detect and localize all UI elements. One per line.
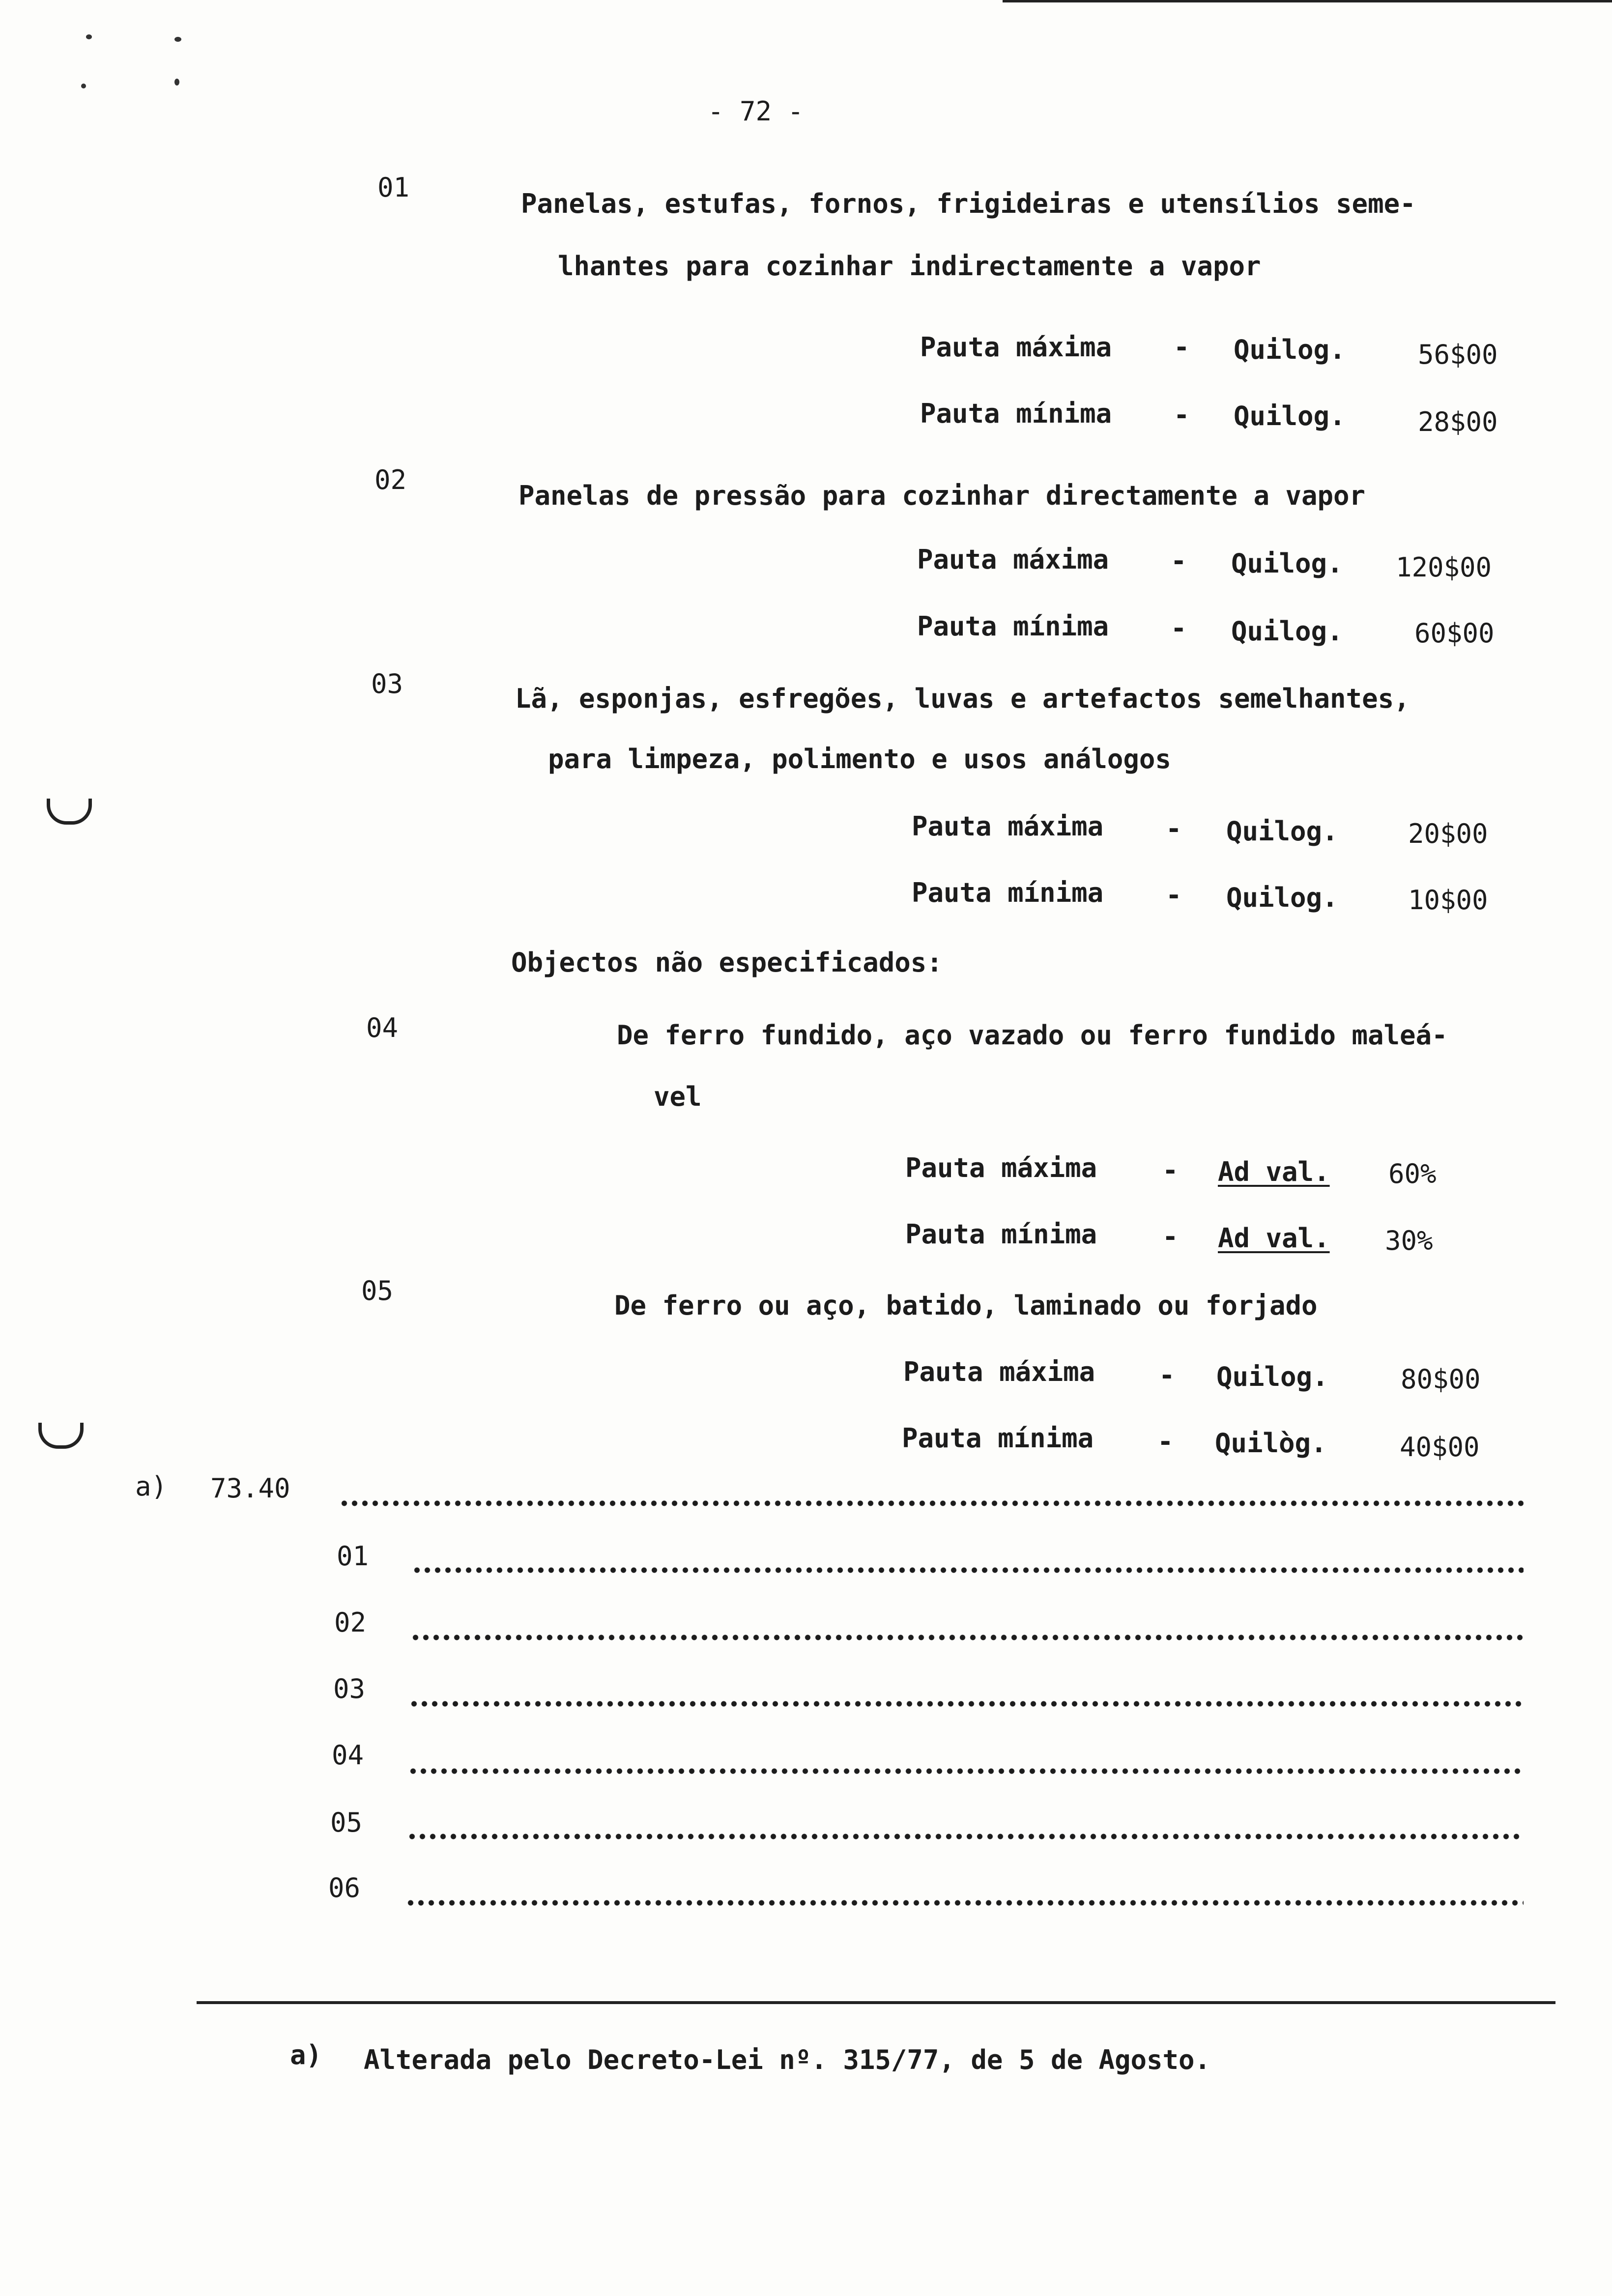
rate-unit: Quilog. [1231,616,1343,647]
rate-unit: Quilog. [1231,548,1343,579]
item-description-continued: vel [654,1081,702,1112]
max-rate-label: Pauta máxima [905,1152,1097,1183]
min-rate-label: Pauta mínima [905,1219,1097,1250]
max-rate-label: Pauta máxima [903,1356,1095,1387]
rate-unit: Quilog. [1234,401,1346,431]
item-description-continued: para limpeza, polimento e usos análogos [548,744,1171,775]
max-rate-label: Pauta máxima [920,332,1112,363]
dot-leader [409,1700,1524,1707]
min-rate-label: Pauta mínima [920,398,1112,429]
rate-value: 40$00 [1400,1432,1480,1463]
rate-value: 56$00 [1418,339,1498,370]
max-rate-label: Pauta máxima [917,544,1109,575]
section-note-marker: a) [135,1471,168,1502]
min-rate-label: Pauta mínima [902,1423,1094,1454]
section-line-code: 06 [328,1872,361,1903]
min-rate-label: Pauta mínima [912,877,1104,908]
scan-speck [81,84,86,88]
rate-dash: - [1166,813,1182,844]
rate-dash: - [1171,545,1187,576]
dot-leader [339,1500,1524,1507]
section-code: 73.40 [210,1473,290,1504]
item-code: 02 [374,464,407,495]
item-description: De ferro fundido, aço vazado ou ferro fundido maleá- [617,1020,1448,1051]
min-rate-label: Pauta mínima [917,611,1109,642]
rate-dash: - [1157,1426,1174,1457]
rate-value: 28$00 [1418,406,1498,437]
section-line-code: 03 [333,1673,366,1704]
rate-dash: - [1171,613,1187,644]
section-line-code: 01 [337,1541,369,1572]
section-line-code: 05 [330,1807,363,1838]
scan-speck [174,79,179,86]
binding-hole-mark [38,1423,84,1449]
rate-unit: Quilog. [1216,1361,1328,1392]
dot-leader [412,1567,1524,1574]
item-description: De ferro ou aço, batido, laminado ou forjado [614,1290,1318,1321]
rate-unit: Quilog. [1226,882,1338,913]
page-number: - 72 - [708,96,804,127]
section-line-code: 04 [332,1740,364,1771]
footnote-separator [197,2001,1555,2004]
rate-unit: Quilog. [1226,816,1338,847]
rate-dash: - [1166,880,1182,911]
rate-value: 30% [1385,1225,1433,1256]
dot-leader [407,1833,1524,1840]
rate-dash: - [1174,332,1190,363]
dot-leader [408,1768,1524,1775]
binding-hole-mark [47,799,92,825]
item-code: 04 [366,1012,399,1043]
item-description: Panelas de pressão para cozinhar directamente a vapor [518,480,1366,511]
top-edge-line [1003,0,1612,2]
footnote-text: Alterada pelo Decreto-Lei nº. 315/77, de 5 de Agosto. [364,2044,1211,2075]
footnote-marker: a) [290,2039,322,2070]
item-code: 03 [371,668,403,699]
rate-value: 60$00 [1414,618,1495,649]
rate-value: 10$00 [1408,885,1488,916]
rate-unit: Quilog. [1234,334,1346,365]
rate-value: 60% [1388,1158,1437,1189]
scan-speck [86,34,92,39]
rate-dash: - [1174,400,1190,430]
item-code: 05 [361,1275,394,1306]
rate-dash: - [1162,1221,1179,1252]
item-description-continued: lhantes para cozinhar indirectamente a vapor [558,251,1261,282]
rate-value: 80$00 [1401,1364,1481,1395]
rate-value: 120$00 [1396,552,1492,583]
rate-unit: Ad val. [1218,1223,1330,1254]
rate-dash: - [1159,1360,1175,1391]
item-description: Lã, esponjas, esfregões, luvas e artefactos semelhantes, [515,683,1410,714]
rate-unit: Ad val. [1218,1156,1330,1187]
rate-value: 20$00 [1408,818,1488,849]
subheading: Objectos não especificados: [511,947,943,978]
max-rate-label: Pauta máxima [912,811,1104,842]
dot-leader [405,1899,1524,1906]
rate-unit: Quilòg. [1215,1428,1327,1459]
section-line-code: 02 [334,1607,367,1638]
scan-speck [174,37,181,42]
item-code: 01 [377,172,410,203]
rate-dash: - [1162,1155,1179,1186]
dot-leader [410,1634,1524,1641]
item-description: Panelas, estufas, fornos, frigideiras e utensílios seme- [521,188,1416,219]
